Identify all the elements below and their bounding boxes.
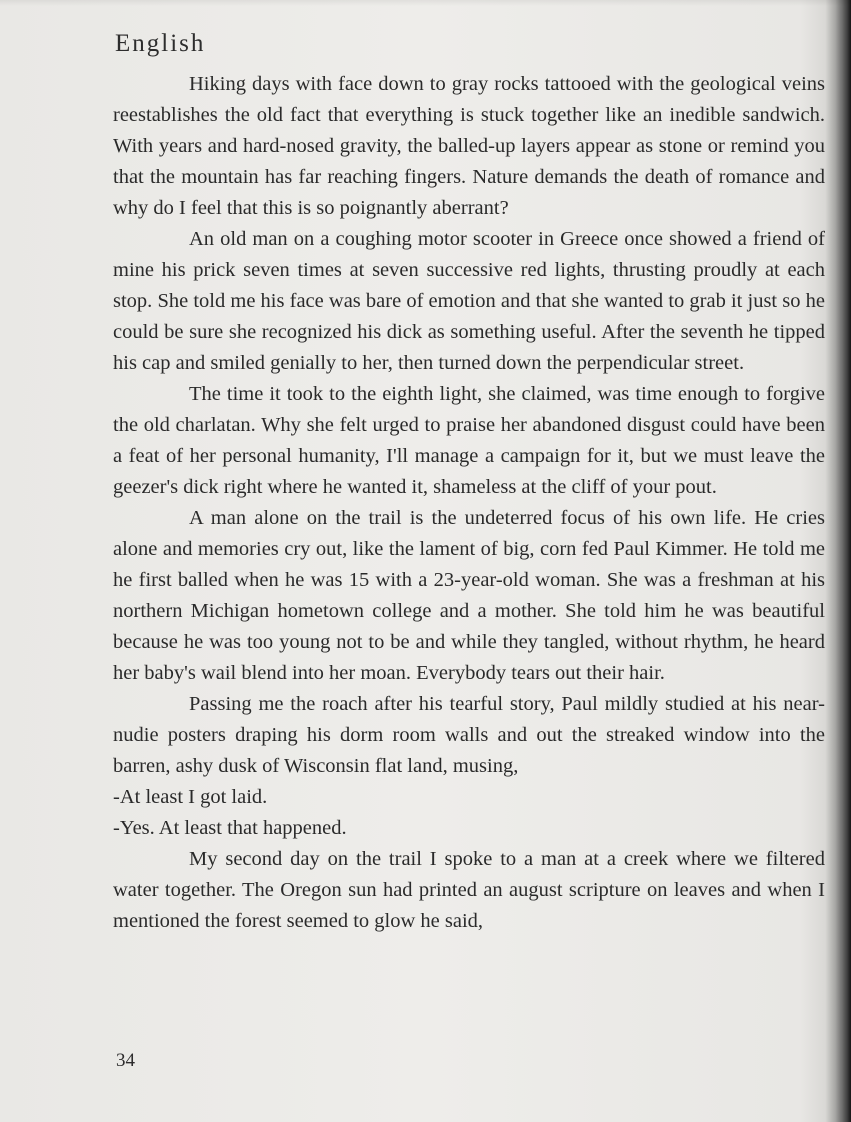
paragraph: The time it took to the eighth light, she claimed, was time enough to forgive the old charlatan. Why she felt urged to praise her abandoned disgust could have been a feat of her personal humanity, I'll manage a campaign for it, but we must leave the geezer's dick right where he wanted it, shameless at the cliff of your pout. [113,383,825,498]
page-number: 34 [116,1050,135,1071]
paragraph: Hiking days with face down to gray rocks tattooed with the geological veins reestablishes the old fact that everything is stuck together like an inedible sandwich. With years and hard-nosed gravity, the balled-up layers appear as stone or remind you that the mountain has far reaching fingers. Nature demands the death of romance and why do I feel that this is so poignantly aberrant? [113,73,825,219]
paragraph: A man alone on the trail is the undeterred focus of his own life. He cries alone and memories cry out, like the lament of big, corn fed Paul Kimmer. He told me he first balled when he was 15 with a 23-year-old woman. She was a freshman at his northern Michigan hometown college and a mother. She told him he was beautiful because he was too young not to be and while they tangled, without rhythm, he heard her baby's wail blend into her moan. Everybody tears out their hair. [113,507,825,684]
page-top-shadow [0,0,851,6]
dialogue-line: -Yes. At least that happened. [113,817,347,839]
paragraph: An old man on a coughing motor scooter in Greece once showed a friend of mine his prick seven times at seven successive red lights, thrusting proudly at each stop. She told me his face was bare of emotion and that she wanted to grab it just so he could be sure she recognized his dick as something useful. After the seventh he tipped his cap and smiled genially to her, then turned down the perpendicular street. [113,228,825,374]
paragraph: Passing me the roach after his tearful story, Paul mildly studied at his near-nudie posters draping his dorm room walls and out the streaked window into the barren, ashy dusk of Wisconsin flat land, musing, [113,693,825,777]
dialogue-line: -At least I got laid. [113,786,268,808]
page-gutter-shadow [825,0,851,1122]
running-header: English [115,30,206,57]
body-text [113,69,825,937]
paragraph: My second day on the trail I spoke to a man at a creek where we filtered water together. The Oregon sun had printed an august scripture on leaves and when I mentioned the forest seemed to glow he said, [113,848,825,932]
